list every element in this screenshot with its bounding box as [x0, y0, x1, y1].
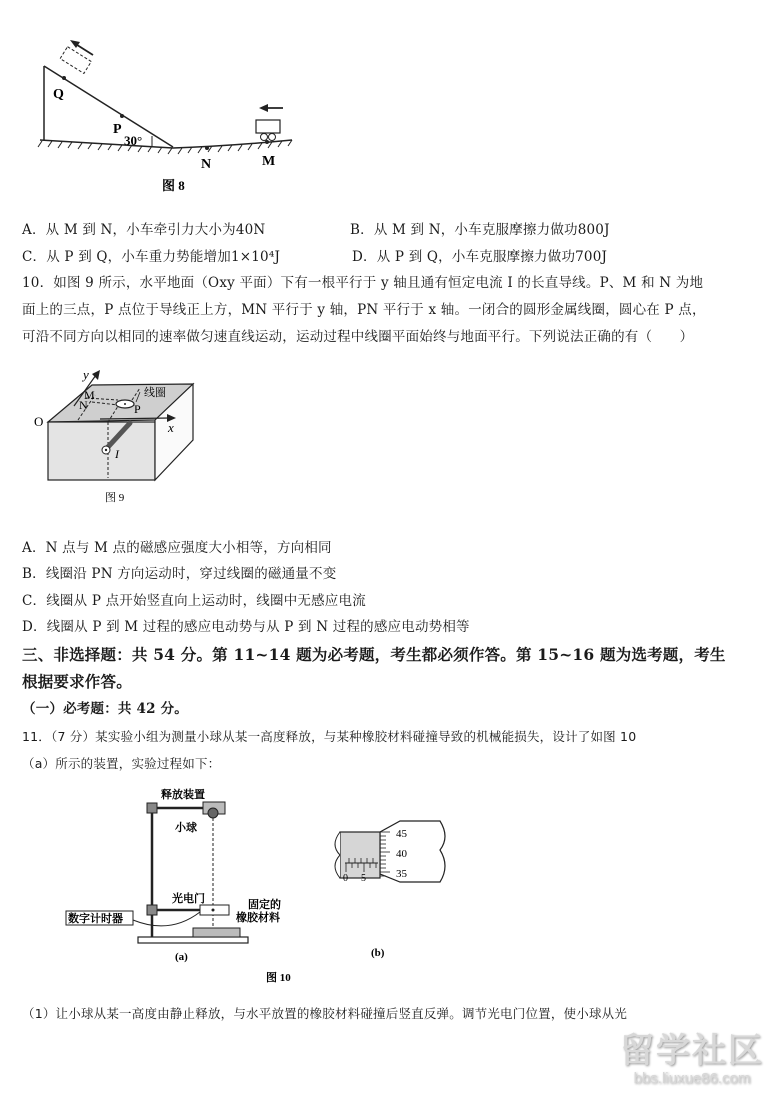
- section3-subheading: （一）必考题：共 42 分。: [22, 701, 188, 717]
- svg-text:40: 40: [396, 848, 407, 860]
- svg-text:0: 0: [343, 873, 348, 884]
- svg-text:y: y: [83, 367, 89, 382]
- q10-option-d: D．线圈从 P 到 M 过程的感应电动势与从 P 到 N 过程的感应电动势相等: [22, 619, 470, 635]
- svg-text:35: 35: [396, 868, 407, 880]
- svg-text:图 9: 图 9: [105, 492, 125, 504]
- svg-text:橡胶材料: 橡胶材料: [236, 912, 280, 924]
- svg-text:光电门: 光电门: [172, 893, 205, 905]
- figure-10a-apparatus-diagram: [60, 775, 320, 985]
- svg-text:I: I: [115, 447, 119, 461]
- watermark-title: 留学社区: [620, 1032, 764, 1070]
- watermark-logo: [612, 1032, 772, 1096]
- section3-heading-line-2: 根据要求作答。: [22, 672, 132, 691]
- svg-text:小球: 小球: [175, 822, 197, 834]
- q10-option-b: B．线圈沿 PN 方向运动时，穿过线圈的磁通量不变: [22, 566, 337, 582]
- svg-text:45: 45: [396, 828, 407, 840]
- q9-option-d: D．从 P 到 Q，小车克服摩擦力做功700J: [352, 249, 608, 265]
- figure-8-incline-diagram: [30, 25, 320, 195]
- section3-heading-line-1: 三、非选择题：共 54 分。第 11~14 题为必考题，考生都必须作答。第 15~16 题为选考题，考生: [22, 645, 726, 664]
- svg-text:x: x: [168, 420, 174, 435]
- svg-text:N: N: [201, 157, 212, 172]
- q9-option-a: A．从 M 到 N，小车牵引力大小为40N: [22, 222, 266, 238]
- q9-option-b: B．从 M 到 N，小车克服摩擦力做功800J: [350, 222, 610, 238]
- watermark-url: bbs.liuxue86.com: [633, 1070, 751, 1087]
- svg-text:30°: 30°: [124, 133, 143, 148]
- svg-text:释放装置: 释放装置: [161, 789, 205, 801]
- q11-stem-line-1: 11．（7 分）某实验小组为测量小球从某一高度释放，与某种橡胶材料碰撞导致的机械能损失，设计了如图 10: [22, 729, 637, 744]
- svg-text:Q: Q: [53, 87, 64, 102]
- q9-option-c: C．从 P 到 Q，小车重力势能增加1×10⁴J: [22, 249, 281, 265]
- q10-stem-line-1: 10．如图 9 所示，水平地面（Oxy 平面）下有一根平行于 y 轴且通有恒定电流 I 的长直导线。P、M 和 N 为地: [22, 275, 704, 291]
- svg-text:(a): (a): [175, 951, 188, 963]
- q10-option-c: C．线圈从 P 点开始竖直向上运动时，线圈中无感应电流: [22, 593, 366, 609]
- q10-stem-line-2: 面上的三点，P 点位于导线正上方，MN 平行于 y 轴，PN 平行于 x 轴。一闭合的圆形金属线圈，圆心在 P 点，: [22, 302, 706, 318]
- svg-text:O: O: [34, 414, 44, 429]
- svg-text:5: 5: [361, 873, 366, 884]
- q10-option-a: A．N 点与 M 点的磁感应强度大小相等，方向相同: [22, 540, 332, 556]
- q10-stem-line-3: 可沿不同方向以相同的速率做匀速直线运动，运动过程中线圈平面始终与地面平行。下列说法正确的有（ ）: [22, 329, 694, 345]
- figure-9-box-diagram: [20, 355, 220, 515]
- svg-text:图 10: 图 10: [266, 972, 291, 984]
- svg-text:图 8: 图 8: [162, 178, 185, 193]
- q11-stem-line-2: （a）所示的装置，实验过程如下：: [22, 756, 221, 771]
- svg-text:(b): (b): [371, 947, 385, 959]
- svg-text:N: N: [79, 398, 88, 412]
- q11-step-1: （1）让小球从某一高度由静止释放，与水平放置的橡胶材料碰撞后竖直反弹。调节光电门位置，使小球从光: [22, 1006, 628, 1021]
- svg-text:固定的: 固定的: [248, 899, 281, 911]
- svg-text:数字计时器: 数字计时器: [68, 913, 123, 925]
- svg-text:M: M: [84, 388, 95, 402]
- svg-text:P: P: [134, 402, 141, 416]
- svg-text:线圈: 线圈: [144, 387, 166, 399]
- figure-10b-micrometer-diagram: [320, 815, 460, 965]
- svg-text:M: M: [262, 154, 276, 169]
- svg-text:P: P: [113, 122, 122, 137]
